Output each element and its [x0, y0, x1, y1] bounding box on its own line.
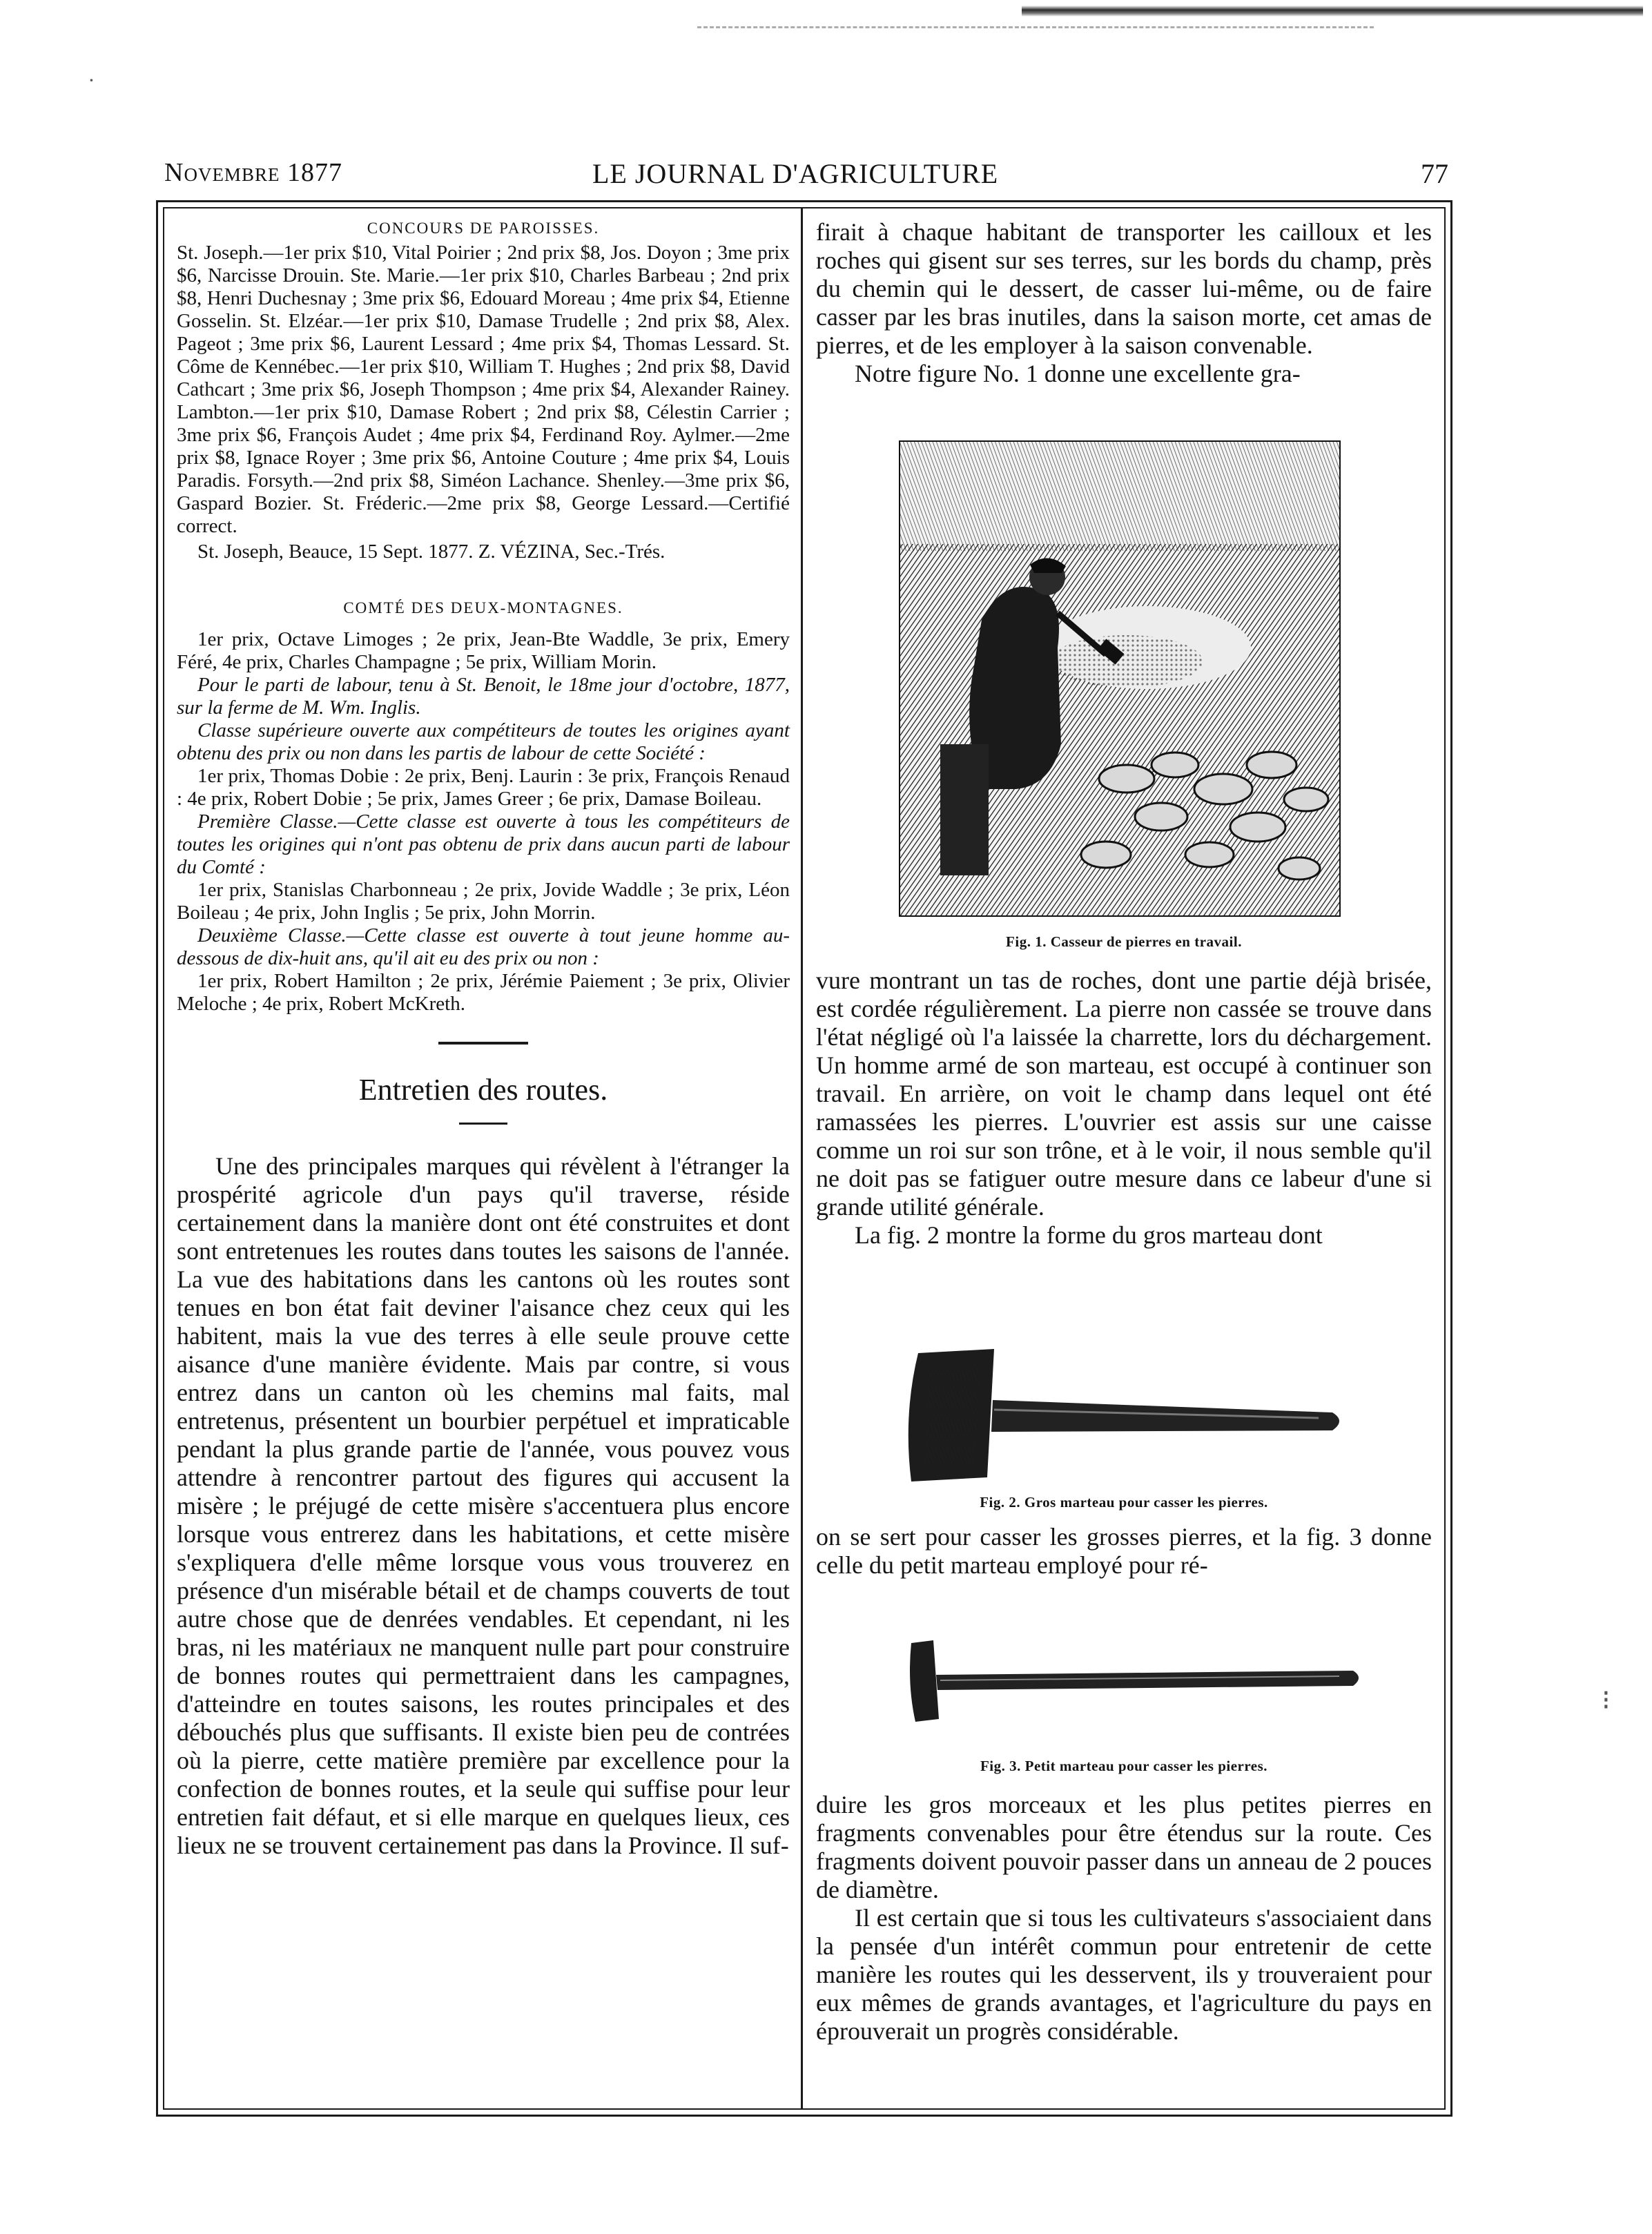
deuxieme-classe-heading: Deuxième Classe.—Cette classe est ouverte à tout jeune homme au-dessous de dix-huit ans, qu'il ait eu des prix ou non : — [177, 924, 790, 969]
deux-montagnes-prizes-1: 1er prix, Octave Limoges ; 2e prix, Jean-Bte Waddle, 3e prix, Emery Féré, 4e prix, Charles Champagne ; 5e prix, William Morin. — [177, 628, 790, 673]
right-column-bottom — [816, 1791, 1432, 2046]
figure-2-caption: Fig. 2. Gros marteau pour casser les pierres. — [980, 1494, 1268, 1511]
figure-2-big-hammer — [891, 1346, 1360, 1484]
fragments-paragraph: duire les gros morceaux et les plus petites pierres en fragments convenables pour être étendus sur la route. Ces fragments doivent pouvoir passer dans un anneau de 2 pouces de diamètre. — [816, 1791, 1432, 1903]
article-body: Une des principales marques qui révèlent à l'étranger la prospérité agricole d'un pays qu'il traverse, réside certainement dans la manière dont ont été construites et dont sont entretenues les routes dans toutes les saisons de l'année. La vue des habitations dans les cantons où les routes sont tenues en bon état fait deviner l'aisance chez ceux qui les habitent, mais la vue des terres à elle seule prouve cette aisance d'une manière évidente. Mais par contre, si vous entrez dans un canton où les chemins mal faits, mal entretenus, présentent un bourbier perpétuel et impraticable pendant la plus grande partie de l'année, vous pouvez vous attendre à rencontrer partout des figures qui accusent la misère ; le préjugé de cette misère s'accentuera plus encore lorsque vous entrerez dans les habitations, et cette misère s'expliquera d'elle même lorsque vous vous trouverez en présence d'un misérable bétail et de champs couverts de tout autre chose que de denrées vendables. Et cependant, ni les bras, ni les matériaux ne manquent nulle part pour construire de bonnes routes qui permettraient dans les campagnes, d'atteindre en toutes saisons, les routes principales et des débouchés plus que suffisants. Il existe bien peu de contrées où la pierre, cette matière première par excellence pour la confection de bonnes routes, et la seule qui suffise pour leur entretien fait défaut, et si elle marque en quelques lieux, ces lieux ne se trouvent certainement pas dans la Province. Il suf- — [177, 1152, 790, 1859]
section-title-paroisses: CONCOURS DE PAROISSES. — [367, 220, 600, 237]
figure-3-caption: Fig. 3. Petit marteau pour casser les pierres. — [980, 1758, 1268, 1774]
paroisses-signature: St. Joseph, Beauce, 15 Sept. 1877. Z. VÉZINA, Sec.-Trés. — [197, 541, 665, 563]
figure-2-intro: La fig. 2 montre la forme du gros marteau dont — [855, 1221, 1323, 1249]
column-divider — [801, 207, 803, 2110]
figure-3-small-hammer — [884, 1636, 1367, 1726]
header-journal-title: LE JOURNAL D'AGRICULTURE — [592, 158, 999, 189]
paroisses-prize-list: St. Joseph.—1er prix $10, Vital Poirier ; 2nd prix $8, Jos. Doyon ; 3me prix $6, Narcisse Drouin. Ste. Marie.—1er prix $10, Charles Barbeau ; 2nd prix $8, Henri Duchesnay ; 3me prix $6, Edouard Moreau ; 4me prix $4, Etienne Gosselin. St. Elzéar.—1er prix $10, Damase Trudelle ; 2nd prix $8, Alex. Pageot ; 3me prix $6, Laurent Lessard ; 4me prix $4, Thomas Lessard. St. Côme de Kennébec.—1er prix $10, William T. Hughes ; 2nd prix $8, David Cathcart ; 3me prix $6, Joseph Thompson ; 4me prix $4, Alexander Rainey. Lambton.—1er prix $10, Damase Robert ; 2nd prix $8, Célestin Carrier ; 3me prix $6, François Audet ; 4me prix $4, Ferdinand Roy. Aylmer.—2me prix $8, Ignace Royer ; 3me prix $6, Antoine Couture ; 4me prix $4, Louis Paradis. Forsyth.—2nd prix $8, Siméon Lachance. Shenley.—3me prix $6, Gaspard Bozier. St. Fréderic.—2me prix $8, George Lessard.—Certifié correct. — [177, 242, 790, 537]
deuxieme-classe-prizes: 1er prix, Robert Hamilton ; 2e prix, Jérémie Paiement ; 3e prix, Olivier Meloche ; 4e prix, Robert McKreth. — [177, 970, 790, 1015]
left-column — [177, 220, 790, 1860]
section-title-deux-montagnes: COMTÉ DES DEUX-MONTAGNES. — [343, 599, 623, 616]
article-title: Entretien des routes. — [358, 1073, 608, 1107]
right-column-middle — [816, 967, 1432, 1250]
scan-artifact-dashes — [697, 26, 1374, 31]
figure-1-caption: Fig. 1. Casseur de pierres en travail. — [1006, 933, 1242, 950]
article-continuation: firait à chaque habitant de transporter les cailloux et les roches qui gisent sur ses terres, sur les bords du champ, près du chemin qui le dessert, de casser lui-même, ou de faire casser par les bras inutiles, dans la saison morte, cet amas de pierres, et de les employer à la saison convenable. — [816, 218, 1432, 359]
scan-speck: ⁝ — [1602, 1684, 1611, 1716]
scan-speck: · — [88, 69, 95, 92]
conclusion-paragraph: Il est certain que si tous les cultivateurs s'associaient dans la pensée d'un intérêt commun pour entretenir de cette manière les routes qui les desservent, ils y trouveraient pour eux mêmes de grands avantages, et l'agriculture du pays en éprouverait un progrès considérable. — [816, 1904, 1432, 2045]
premiere-classe-heading: Première Classe.—Cette classe est ouverte à tous les compétiteurs de toutes les origines qui n'ont pas obtenu de prix dans aucun parti de labour du Comté : — [177, 810, 790, 878]
classe-superieure-prizes: 1er prix, Thomas Dobie : 2e prix, Benj. Laurin : 3e prix, François Renaud : 4e prix, Robert Dobie ; 5e prix, James Greer ; 6e prix, Damase Boileau. — [177, 765, 790, 810]
classe-superieure-heading: Classe supérieure ouverte aux compétiteurs de toutes les origines ayant obtenu des prix ou non dans les partis de labour de cette Société : — [177, 719, 790, 764]
deux-montagnes-labour-note: Pour le parti de labour, tenu à St. Benoit, le 18me jour d'octobre, 1877, sur la ferme de M. Wm. Inglis. — [177, 674, 790, 719]
page-header — [164, 157, 1448, 192]
figure-3-intro: on se sert pour casser les grosses pierres, et la fig. 3 donne celle du petit marteau employé pour ré- — [816, 1523, 1432, 1579]
header-date: Novembre 1877 — [164, 158, 342, 187]
right-column-lower — [816, 1523, 1432, 1580]
figure-1-intro: Notre figure No. 1 donne une excellente gra- — [855, 360, 1301, 387]
premiere-classe-prizes: 1er prix, Stanislas Charbonneau ; 2e prix, Jovide Waddle ; 3e prix, Léon Boileau ; 4e prix, John Inglis ; 5e prix, John Morrin. — [177, 879, 790, 924]
scan-artifact-line — [1022, 6, 1643, 17]
figure-1-description: vure montrant un tas de roches, dont une partie déjà brisée, est cordée régulièrement. La pierre non cassée se trouve dans l'état négligé où l'a laissée la charrette, lors du déchargement. Un homme armé de son marteau, est occupé à continuer son travail. En arrière, on voit le champ dans lequel ont été ramassées les pierres. L'ouvrier est assis sur une caisse comme un roi sur son trône, et à le voir, il nous semble qu'il ne doit pas se fatiguer outre mesure dans ce labeur d'une si grande utilité générale. — [816, 967, 1432, 1221]
figure-1-engraving — [899, 440, 1341, 917]
right-column — [816, 218, 1432, 388]
header-page-number: 77 — [1421, 158, 1448, 189]
